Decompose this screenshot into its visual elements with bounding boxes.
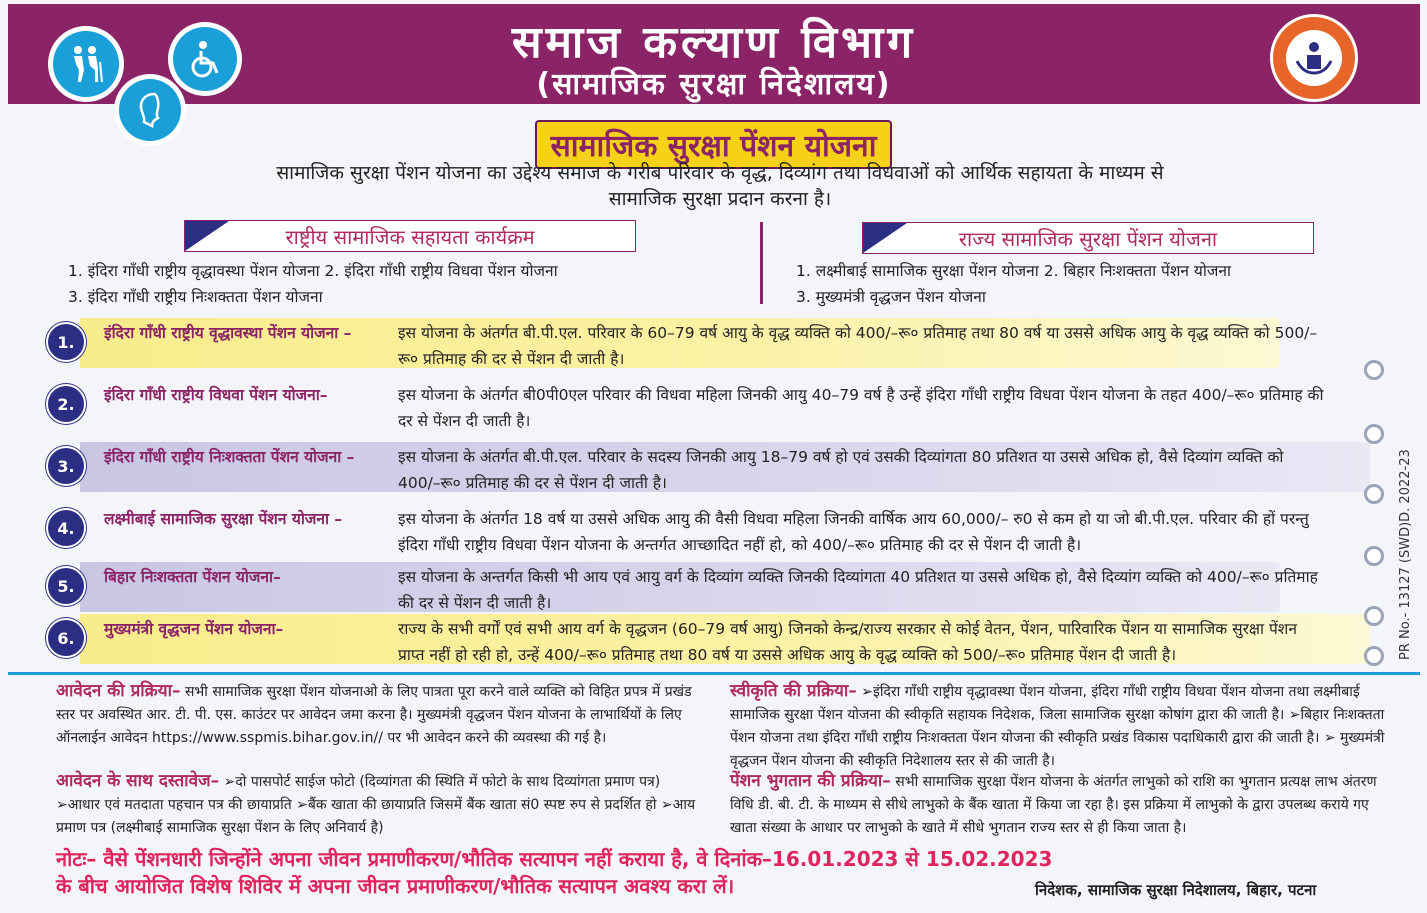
national-program-list: 1. इंदिरा गाँधी राष्ट्रीय वृद्धावस्था पेंशन योजना 2. इंदिरा गाँधी राष्ट्रीय विधवा पेंशन योजना 3. इंदिरा गाँधी राष्ट्रीय निःशक्तता पेंशन योजना: [68, 262, 558, 306]
pr-number: PR No.- 13127 (SWD)D. 2022-23: [1398, 449, 1413, 660]
application-process-label: आवेदन की प्रक्रिया–: [56, 681, 181, 701]
scheme-row-2: 2. इंदिरा गाँधी राष्ट्रीय विधवा पेंशन योजना– इस योजना के अंतर्गत बी0पी0एल परिवार की विधवा महिला जिनकी आयु 40–79 वर्ष है उन्हें इंदिरा गाँधी राष्ट्रीय विधवा पेंशन योजना के तहत 400/–रू० प्रतिमाह की दर से पेंशन दी जाती है।: [64, 376, 1364, 434]
department-subtitle: (सामाजिक सुरक्षा निदेशालय): [536, 67, 892, 102]
scheme-row-1: 1. इंदिरा गाँधी राष्ट्रीय वृद्धावस्था पेंशन योजना – इस योजना के अंतर्गत बी.पी.एल. परिवार के 60–79 वर्ष आयु के वृद्ध व्यक्ति को 400/–रू० प्रतिमाह तथा 80 वर्ष या उससे अधिक आयु के वृद्ध व्यक्ति को 500/–रू० प्रतिमाह की दर से पेंशन दी जाती है।: [64, 314, 1364, 372]
state-program-heading: राज्य सामाजिक सुरक्षा पेंशन योजना: [862, 222, 1314, 254]
decorative-ring: [1364, 646, 1384, 666]
scheme-row-5: 5. बिहार निःशक्तता पेंशन योजना– इस योजना के अन्तर्गत किसी भी आय एवं आयु वर्ग के दिव्यांग व्यक्ति जिनकी दिव्यांगता 40 प्रतिशत या उससे अधिक हो, वैसे दिव्यांग व्यक्ति को 400/–रू० प्रतिमाह की दर से पेंशन दी जाती है।: [64, 558, 1364, 616]
documents-text: ➢दो पासपोर्ट साईज फोटो (दिव्यांगता की स्थिति में फोटो के साथ दिव्यांगता प्रमाण पत्र) ➢आधार एवं मतदाता पहचान पत्र की छायाप्रति ➢बैंक खाता की छायाप्रति जिसमें बैंक खाता सं0 स्पष्ट रुप से प्रदर्शित हो ➢आय प्रमाण पत्र (लक्ष्मीबाई सामाजिक सुरक्षा पेंशन के लिए अनिवार्य है): [56, 774, 696, 836]
elderly-icon: [48, 26, 124, 102]
wheelchair-icon: [168, 22, 242, 96]
signature: निदेशक, सामाजिक सुरक्षा निदेशालय, बिहार, पटना: [1035, 881, 1317, 899]
scheme-row-6: 6. मुख्यमंत्री वृद्धजन पेंशन योजना– राज्य के सभी वर्गों एवं सभी आय वर्ग के वृद्धजन (60–79 वर्ष आयु) जिनको केन्द्र/राज्य सरकार से कोई वेतन, पेंशन, पारिवारिक पेंशन या सामाजिक सुरक्षा पेंशन प्राप्त नहीं हो रही हो, उन्हें 400/–रू० प्रतिमाह तथा 80 वर्ष या उससे अधिक आयु के वृद्ध व्यक्ति को 500/–रू० प्रतिमाह पेंशन दी जाती है।: [64, 610, 1364, 668]
documents-section: [56, 770, 706, 840]
intro-text: सामाजिक सुरक्षा पेंशन योजना का उद्देश्य समाज के गरीब परिवार के वृद्ध, दिव्यांग तथा विधवाओं को आर्थिक सहायता के माध्यम से सामाजिक सुरक्षा प्रदान करना है।: [276, 162, 1164, 210]
decorative-ring: [1364, 424, 1384, 444]
section-separator: [8, 672, 1420, 675]
scheme-row-4: 4. लक्ष्मीबाई सामाजिक सुरक्षा पेंशन योजना – इस योजना के अंतर्गत 18 वर्ष या उससे अधिक आयु की वैसी विधवा महिला जिनकी वार्षिक आय 60,000/– रु0 से कम हो या जो बी.पी.एल. परिवार की हों परन्तु इंदिरा गाँधी राष्ट्रीय विधवा पेंशन योजना के अन्तर्गत आच्छादित नहीं हो, को 400/–रू० प्रतिमाह की दर से पेंशन दी जाती है।: [64, 500, 1364, 558]
note-line-1: नोटः– वैसे पेंशनधारी जिन्होंने अपना जीवन प्रमाणीकरण/भौतिक सत्यापन नहीं कराया है, वे दिनांक–16.01.2023 से 15.02.2023: [56, 847, 1053, 871]
payment-process: [730, 770, 1390, 840]
header-band: [8, 4, 1420, 104]
state-program-list: 1. लक्ष्मीबाई सामाजिक सुरक्षा पेंशन योजना 2. बिहार निःशक्तता पेंशन योजना 3. मुख्यमंत्री वृद्धजन पेंशन योजना: [796, 262, 1232, 306]
national-program-heading: राष्ट्रीय सामाजिक सहायता कार्यक्रम: [184, 220, 636, 252]
approval-process: [730, 680, 1390, 773]
approval-process-label: स्वीकृति की प्रक्रिया–: [730, 681, 857, 701]
note-line-2: के बीच आयोजित विशेष शिविर में अपना जीवन प्रमाणीकरण/भौतिक सत्यापन अवश्य करा लें।: [56, 874, 735, 898]
documents-label: आवेदन के साथ दस्तावेज–: [56, 771, 220, 791]
decorative-ring: [1364, 484, 1384, 504]
scheme-title: सामाजिक सुरक्षा पेंशन योजना: [0, 120, 1427, 169]
payment-process-text: सभी सामाजिक सुरक्षा पेंशन योजना के अंतर्गत लाभुको को राशि का भुगतान प्रत्यक्ष लाभ अंतरण विधि डी. बी. टी. के माध्यम से सीधे लाभुको के बैंक खाता में किया जा रहा है। इस प्रक्रिया में लाभुको के द्वारा उपलब्ध कराये गए खाता संख्या के आधार पर लाभुको के खाते में सीधे भुगतान राज्य स्तर से ही किया जाता है।: [730, 774, 1377, 836]
decorative-ring: [1364, 606, 1384, 626]
approval-process-text: ➢इंदिरा गाँधी राष्ट्रीय वृद्धावस्था पेंशन योजना, इंदिरा गाँधी राष्ट्रीय विधवा पेंशन योजना तथा लक्ष्मीबाई सामाजिक सुरक्षा पेंशन योजना की स्वीकृति सहायक निदेशक, जिला सामाजिक सुरक्षा कोषांग द्वारा की जाती है। ➢बिहार निःशक्तता पेंशन योजना तथा इंदिरा गाँधी राष्ट्रीय निःशक्तता पेंशन योजना की स्वीकृति प्रखंड विकास पदाधिकारी द्वारा की जाती है। ➢ मुख्यमंत्री वृद्धजन पेंशन योजना की स्वीकृति निदेशालय स्तर से की जाती है।: [730, 684, 1385, 769]
application-process: [56, 680, 706, 750]
scheme-row-3: 3. इंदिरा गाँधी राष्ट्रीय निःशक्तता पेंशन योजना – इस योजना के अंतर्गत बी.पी.एल. परिवार के सदस्य जिनकी आयु 18–79 वर्ष हो एवं उसकी दिव्यांगता 80 प्रतिशत या उससे अधिक हो, वैसे दिव्यांग व्यक्ति को 400/–रू० प्रतिमाह की दर से पेंशन दी जाती है।: [64, 438, 1364, 496]
program-divider: [760, 222, 763, 304]
department-logo: [1270, 14, 1358, 102]
payment-process-label: पेंशन भुगतान की प्रक्रिया–: [730, 771, 891, 791]
application-process-text: सभी सामाजिक सुरक्षा पेंशन योजनाओ के लिए पात्रता पूरा करने वाले व्यक्ति को विहित प्रपत्र में प्रखंड स्तर पर अवस्थित आर. टी. पी. एस. काउंटर पर आवेदन जमा करना है। मुख्यमंत्री वृद्धजन पेंशन योजना के लाभार्थियों के लिए ऑनलाईन आवेदन https://www.sspmis.bihar.gov.in// पर भी आवेदन करने की व्यवस्था की गई है।: [56, 684, 692, 746]
department-title: समाज कल्याण विभाग: [511, 17, 917, 68]
decorative-ring: [1364, 360, 1384, 380]
decorative-ring: [1364, 546, 1384, 566]
